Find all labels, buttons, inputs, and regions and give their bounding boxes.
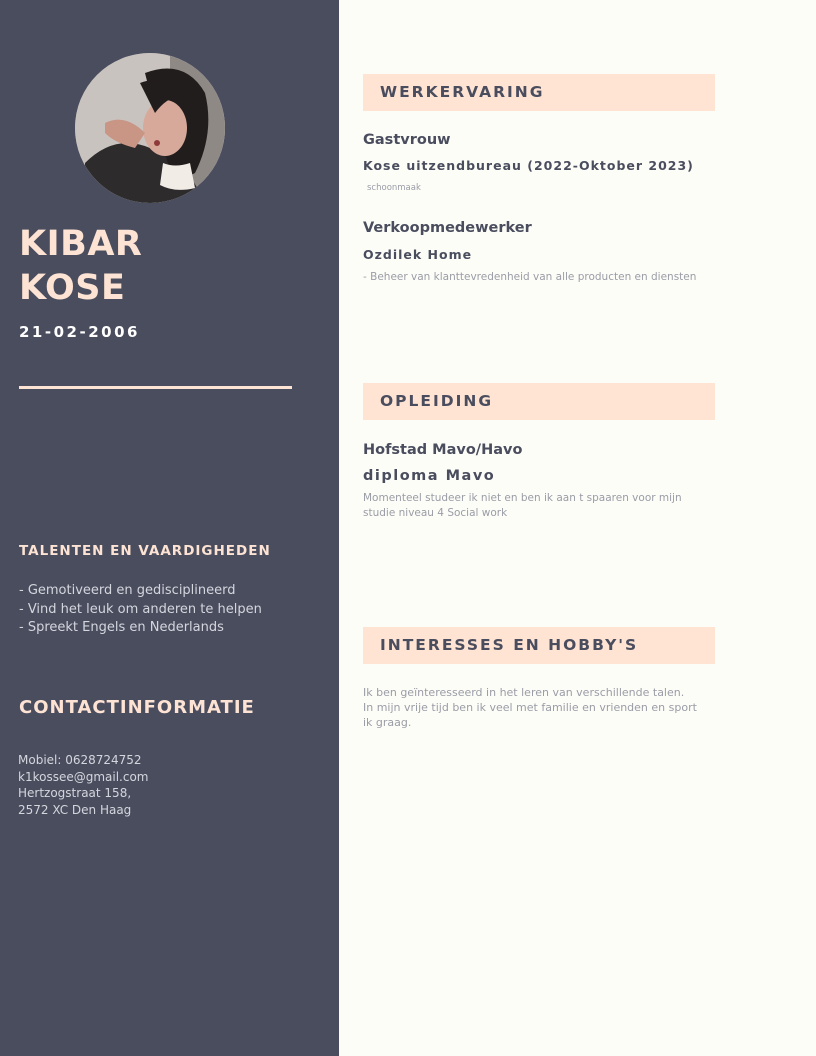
education-desc-line: studie niveau 4 Social work: [363, 507, 508, 519]
hobbies-line: In mijn vrije tijd ben ik veel met familie en vrienden en sport: [363, 701, 697, 714]
education-section-bar: [363, 383, 715, 420]
sidebar: [0, 0, 339, 1056]
education-desc: [363, 491, 682, 521]
talent-item: - Gemotiveerd en gedisciplineerd: [19, 583, 236, 598]
profile-photo: [75, 53, 225, 203]
hobbies-line: ik graag.: [363, 716, 412, 729]
job-desc: - Beheer van klanttevredenheid van alle producten en diensten: [363, 271, 697, 283]
sidebar-divider: [19, 386, 292, 389]
contact-phone: Mobiel: 0628724752: [18, 753, 142, 767]
talent-item: - Spreekt Engels en Nederlands: [19, 620, 224, 635]
hobbies-section-bar: [363, 627, 715, 664]
talent-item: - Vind het leuk om anderen te helpen: [19, 601, 262, 617]
hobbies-heading: INTERESSES EN HOBBY'S: [380, 636, 639, 654]
full-name: [19, 222, 142, 310]
contact-heading: CONTACTINFORMATIE: [19, 697, 255, 718]
job-desc: schoonmaak: [367, 183, 421, 193]
hobbies-line: Ik ben geïnteresseerd in het leren van verschillende talen.: [363, 686, 685, 699]
hobbies-text: [363, 685, 697, 730]
contact-email[interactable]: k1kossee@gmail.com: [18, 769, 149, 784]
job-org: Ozdilek Home: [363, 247, 473, 262]
education-heading: OPLEIDING: [380, 392, 494, 410]
date-of-birth: 21-02-2006: [19, 323, 140, 341]
diploma: diploma Mavo: [363, 468, 496, 484]
contact-city: 2572 XC Den Haag: [18, 802, 132, 817]
work-section-bar: [363, 74, 715, 111]
first-name: KIBAR: [19, 224, 143, 264]
profile-photo-illustration: [75, 53, 225, 203]
job-org: Kose uitzendbureau (2022-Oktober 2023): [363, 158, 694, 173]
work-heading: WERKERVARING: [380, 83, 545, 101]
talents-list: [19, 582, 262, 638]
contact-info: [18, 752, 149, 818]
education-desc-line: Momenteel studeer ik niet en ben ik aan t spaaren voor mijn: [363, 492, 682, 504]
school-name: Hofstad Mavo/Havo: [363, 442, 523, 458]
talents-heading: TALENTEN EN VAARDIGHEDEN: [19, 543, 271, 559]
contact-street: Hertzogstraat 158,: [18, 786, 132, 800]
job-title: Gastvrouw: [363, 132, 451, 148]
job-title: Verkoopmedewerker: [363, 220, 532, 236]
last-name: KOSE: [19, 268, 126, 308]
